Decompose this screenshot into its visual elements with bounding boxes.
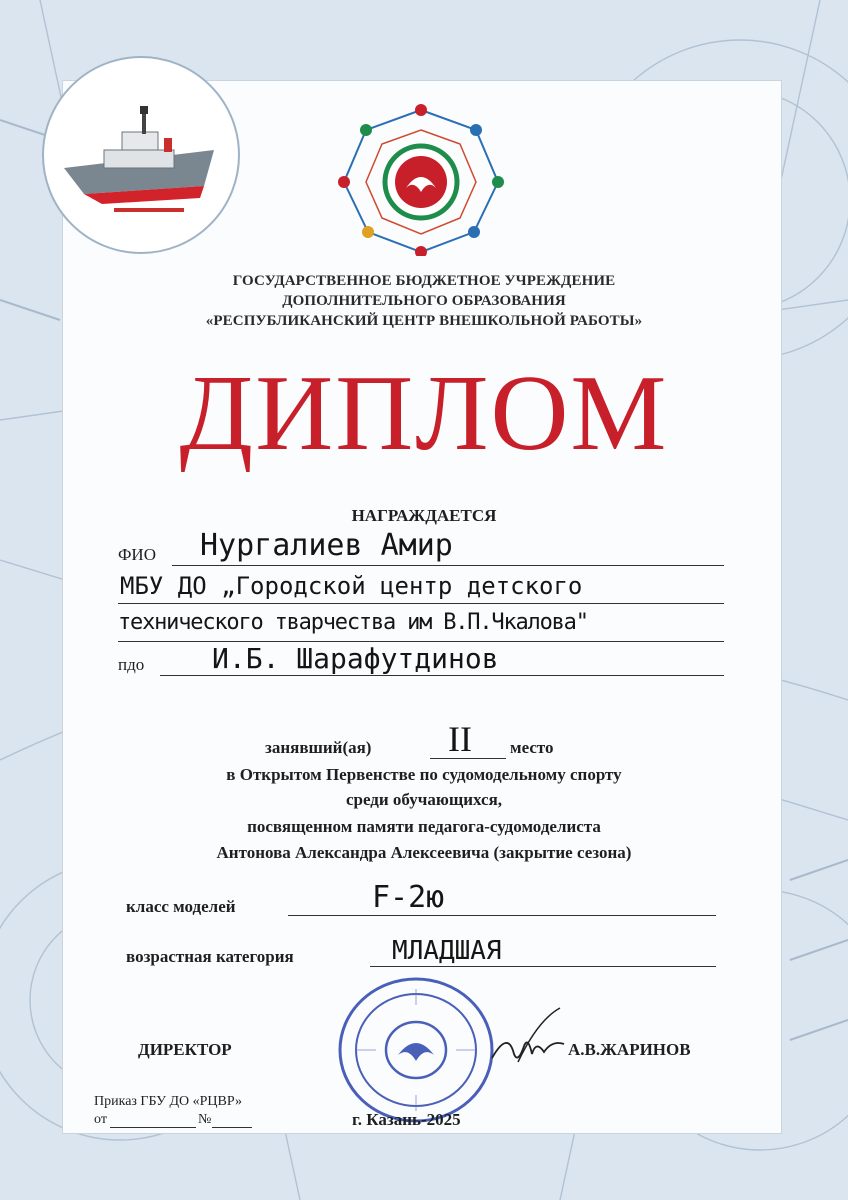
pdo-label: пдо: [118, 655, 145, 674]
place-date: г. Казань-2025: [352, 1110, 461, 1129]
age-category-value: МЛАДШАЯ: [392, 936, 502, 966]
place-value: II: [448, 719, 472, 759]
director-name: А.В.ЖАРИНОВ: [568, 1040, 691, 1059]
place-prefix: занявший(ая): [265, 738, 372, 757]
order-date-underline: [110, 1127, 196, 1128]
place-suffix: место: [510, 738, 554, 757]
awarded-heading: НАГРАЖДАЕТСЯ: [351, 506, 497, 525]
event-line-3: посвященном памяти педагога-судомоделиста: [247, 817, 601, 836]
director-label: ДИРЕКТОР: [138, 1040, 232, 1059]
event-line-4: Антонова Александра Алексеевича (закрытие сезона): [216, 843, 632, 862]
event-line-2: среди обучающихся,: [345, 790, 503, 809]
emblem-logo-icon: [336, 96, 506, 256]
institution-line-1: МБУ ДО „Городской центр детского: [120, 572, 583, 600]
order-number-label: №: [198, 1112, 212, 1127]
organization-line-3: «РЕСПУБЛИКАНСКИЙ ЦЕНТР ВНЕШКОЛЬНОЙ РАБОТЫ»: [205, 313, 643, 329]
organization-line-1: ГОСУДАРСТВЕННОЕ БЮДЖЕТНОЕ УЧРЕЖДЕНИЕ: [232, 273, 616, 289]
pdo-value: И.Б. Шарафутдинов: [212, 642, 499, 675]
age-category-label: возрастная категория: [126, 947, 294, 966]
institution-line-2: технического тварчества им В.П.Чкалова": [118, 610, 588, 635]
model-class-underline: [288, 915, 716, 916]
order-from-label: от: [94, 1112, 107, 1127]
ship-emblem: [42, 56, 240, 254]
age-category-underline: [370, 966, 716, 967]
fio-underline: [172, 565, 724, 566]
order-number-underline: [212, 1127, 252, 1128]
model-class-label: класс моделей: [126, 897, 236, 916]
institution-underline-1: [118, 603, 724, 604]
organization-line-2: ДОПОЛНИТЕЛЬНОГО ОБРАЗОВАНИЯ: [282, 293, 566, 309]
fio-value: Нургалиев Амир: [200, 528, 453, 563]
order-line: Приказ ГБУ ДО «РЦВР»: [94, 1094, 243, 1109]
stamp-seal-icon: [336, 975, 496, 1125]
diploma-title: ДИПЛОМ: [179, 354, 669, 473]
fio-label: ФИО: [118, 545, 156, 564]
pdo-underline: [160, 675, 724, 676]
ship-model-icon: [44, 58, 238, 252]
model-class-value: F-2ю: [372, 880, 445, 915]
event-line-1: в Открытом Первенстве по судомодельному спорту: [226, 765, 622, 784]
signature-scribble: [488, 1000, 568, 1070]
